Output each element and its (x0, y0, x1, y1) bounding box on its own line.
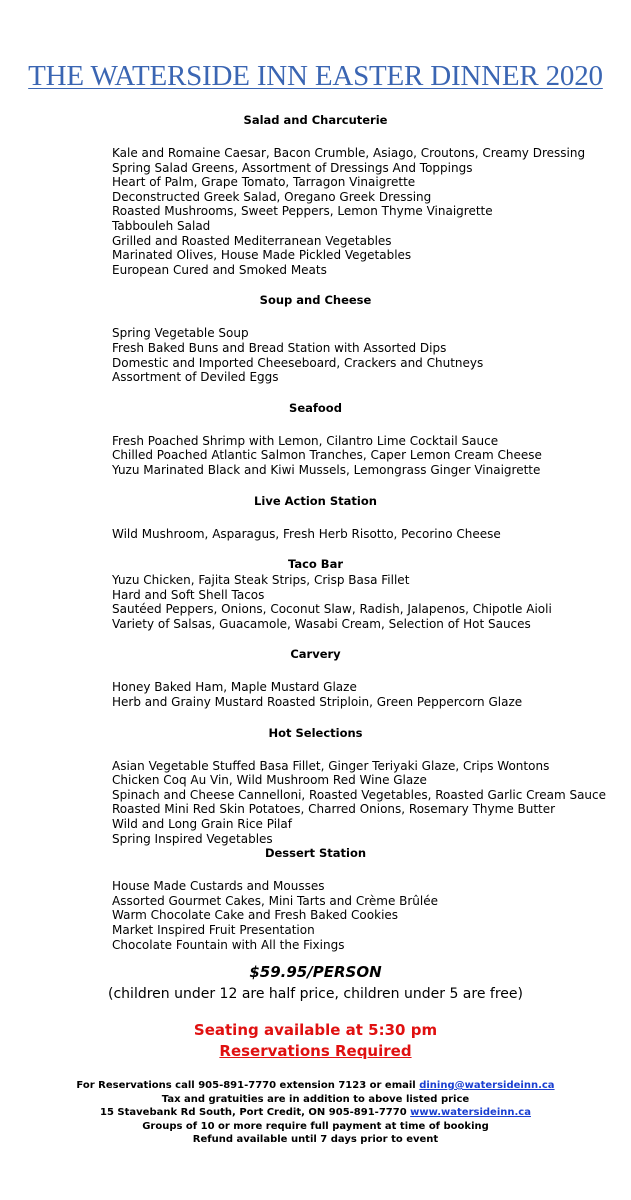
section-items-live-action (112, 527, 631, 542)
menu-item: Honey Baked Ham, Maple Mustard Glaze (112, 680, 357, 695)
price-note: (children under 12 are half price, children under 5 are free) (108, 986, 523, 1002)
price: $59.95/PERSON (249, 963, 382, 981)
menu-item: Yuzu Chicken, Fajita Steak Strips, Crisp Basa Fillet (112, 573, 410, 588)
menu-item: Spring Salad Greens, Assortment of Dressings And Toppings (112, 160, 473, 175)
footer-groups-line: Groups of 10 or more require full payment at time of booking (142, 1120, 489, 1132)
footer-tax-line: Tax and gratuities are in addition to above listed price (161, 1093, 470, 1105)
menu-item: Asian Vegetable Stuffed Basa Fillet, Ginger Teriyaki Glaze, Crips Wontons (112, 758, 550, 773)
email-link[interactable]: dining@watersideinn.ca (419, 1080, 555, 1091)
section-items-dessert (112, 879, 631, 952)
menu (0, 113, 631, 952)
menu-item: Yuzu Marinated Black and Kiwi Mussels, Lemongrass Ginger Vinaigrette (112, 462, 541, 477)
section-items-hot-selections (112, 759, 631, 847)
menu-item: Marinated Olives, House Made Pickled Vegetables (112, 248, 412, 263)
seating-time: Seating available at 5:30 pm (193, 1021, 438, 1039)
section-items-salad (112, 146, 631, 277)
menu-item: Warm Chocolate Cake and Fresh Baked Cookies (112, 908, 399, 923)
menu-item: Fresh Poached Shrimp with Lemon, Cilantro Lime Cocktail Sauce (112, 433, 499, 448)
section-items-soup (112, 326, 631, 384)
menu-item: Chilled Poached Atlantic Salmon Tranches, Caper Lemon Cream Cheese (112, 448, 542, 463)
section-heading-seafood: Seafood (289, 400, 342, 415)
section-heading-live-action: Live Action Station (254, 493, 377, 508)
menu-item: Wild and Long Grain Rice Pilaf (112, 817, 292, 832)
section-heading-dessert: Dessert Station (264, 846, 367, 861)
menu-item: Roasted Mini Red Skin Potatoes, Charred Onions, Rosemary Thyme Butter (112, 802, 556, 817)
footer-reservations-line (0, 1079, 631, 1093)
menu-item: Heart of Palm, Grape Tomato, Tarragon Vinaigrette (112, 175, 416, 190)
section-heading-soup: Soup and Cheese (259, 293, 372, 308)
menu-item: Tabbouleh Salad (112, 218, 211, 233)
menu-item: Deconstructed Greek Salad, Oregano Greek Dressing (112, 189, 432, 204)
footer-refund-line: Refund available until 7 days prior to event (192, 1134, 439, 1145)
footer-address-text: 15 Stavebank Rd South, Port Credit, ON 905-891-7770 (100, 1107, 411, 1118)
section-heading-taco-bar: Taco Bar (287, 557, 344, 572)
menu-item: Variety of Salsas, Guacamole, Wasabi Cream, Selection of Hot Sauces (112, 616, 531, 631)
menu-item: House Made Custards and Mousses (112, 879, 325, 894)
menu-item: Spring Vegetable Soup (112, 326, 249, 341)
menu-item: Kale and Romaine Caesar, Bacon Crumble, Asiago, Croutons, Creamy Dressing (112, 146, 586, 160)
menu-item: Assorted Gourmet Cakes, Mini Tarts and Crème Brûlée (112, 893, 439, 908)
menu-item: Market Inspired Fruit Presentation (112, 923, 315, 937)
footer-reservations-text: For Reservations call 905-891-7770 extension 7123 or email (76, 1080, 420, 1091)
menu-item: Spinach and Cheese Cannelloni, Roasted Vegetables, Roasted Garlic Cream Sauce (112, 787, 607, 802)
section-heading-hot-selections: Hot Selections (268, 725, 363, 740)
menu-item: Grilled and Roasted Mediterranean Vegetables (112, 233, 392, 248)
reservations-required: Reservations Required (219, 1042, 412, 1060)
section-items-carvery (112, 680, 631, 709)
section-items-seafood (112, 434, 631, 478)
menu-item: Chicken Coq Au Vin, Wild Mushroom Red Wine Glaze (112, 773, 427, 788)
footer-address-line (0, 1106, 631, 1120)
menu-item: Herb and Grainy Mustard Roasted Striploin, Green Peppercorn Glaze (112, 695, 523, 710)
menu-item: Wild Mushroom, Asparagus, Fresh Herb Risotto, Pecorino Cheese (112, 526, 501, 541)
page-title: THE WATERSIDE INN EASTER DINNER 2020 (28, 60, 603, 92)
menu-item: Chocolate Fountain with All the Fixings (112, 937, 345, 952)
section-heading-salad: Salad and Charcuterie (243, 113, 388, 127)
section-heading-carvery: Carvery (290, 647, 341, 662)
menu-item: Domestic and Imported Cheeseboard, Crackers and Chutneys (112, 355, 484, 370)
website-link[interactable]: www.watersideinn.ca (410, 1107, 531, 1118)
menu-item: Sautéed Peppers, Onions, Coconut Slaw, Radish, Jalapenos, Chipotle Aioli (112, 602, 552, 617)
menu-item: Fresh Baked Buns and Bread Station with Assorted Dips (112, 340, 447, 355)
footer (0, 1079, 631, 1147)
section-items-taco-bar (112, 573, 631, 631)
menu-item: Roasted Mushrooms, Sweet Peppers, Lemon Thyme Vinaigrette (112, 204, 493, 219)
menu-item: Assortment of Deviled Eggs (112, 370, 279, 385)
menu-item: Spring Inspired Vegetables (112, 831, 273, 846)
menu-item: Hard and Soft Shell Tacos (112, 587, 265, 602)
menu-item: European Cured and Smoked Meats (112, 262, 327, 277)
